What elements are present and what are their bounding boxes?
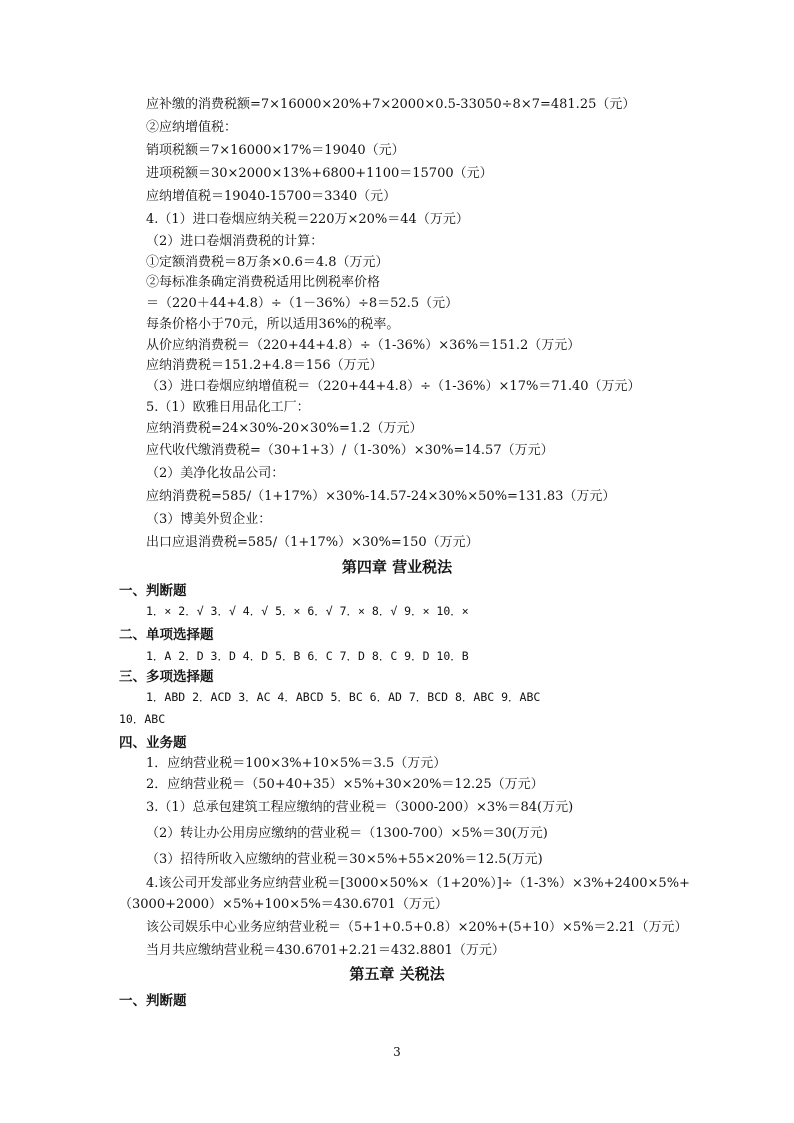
answer-line: 10．ABC bbox=[119, 712, 166, 726]
text-line: （3）进口卷烟应纳增值税＝（220+44+4.8）÷（1-36%）×17%＝71.40（万元） bbox=[146, 379, 641, 394]
text-line: （2）美净化妆品公司： bbox=[146, 466, 285, 481]
text-line: （2）转让办公用房应缴纳的营业税＝（1300-700）×5%＝30(万元) bbox=[146, 826, 548, 841]
chapter-title: 第四章 营业税法 bbox=[341, 558, 453, 576]
text-line: ②每标准条确定消费税适用比例税率价格 bbox=[146, 275, 381, 290]
text-line: 应纳消费税=585/（1+17%）×30%-14.57-24×30%×50%=131.83（万元） bbox=[146, 489, 616, 504]
text-line: 应纳增值税＝19040-15700＝3340（元） bbox=[146, 189, 397, 204]
section-heading: 一、判断题 bbox=[119, 583, 187, 599]
section-heading: 三、多项选择题 bbox=[119, 669, 214, 685]
text-line: 2．应纳营业税＝（50+40+35）×5%+30×20%＝12.25（万元） bbox=[146, 777, 544, 792]
text-line: 1．应纳营业税＝100×3%+10×5%＝3.5（万元） bbox=[146, 756, 447, 771]
text-line: （3）招待所收入应缴纳的营业税＝30×5%+55×20%＝12.5(万元) bbox=[146, 852, 543, 867]
text-line: 4.（1）进口卷烟应纳关税＝220万×20%＝44（万元） bbox=[146, 212, 469, 227]
answer-line: 1．× 2．√ 3．√ 4．√ 5．× 6．√ 7．× 8．√ 9．× 10．× bbox=[146, 604, 469, 618]
section-heading: 四、业务题 bbox=[119, 735, 187, 751]
text-line: 销项税额＝7×16000×17%＝19040（元） bbox=[146, 143, 405, 158]
text-line: 应纳消费税=24×30%-20×30%=1.2（万元） bbox=[146, 421, 423, 436]
text-line: ②应纳增值税： bbox=[146, 120, 238, 135]
text-line: 当月共应缴纳营业税＝430.6701+2.21＝432.8801（万元） bbox=[146, 943, 505, 958]
text-line: ＝（220＋44+4.8）÷（1－36%）÷8＝52.5（元） bbox=[146, 296, 459, 311]
section-heading: 一、判断题 bbox=[119, 993, 187, 1009]
text-line: 4.该公司开发部业务应纳营业税＝[3000×50%×（1+20%）]÷（1-3%）×3%+2400×5%+ bbox=[146, 876, 690, 891]
answer-line: 1．A 2．D 3．D 4．D 5．B 6．C 7．D 8．C 9．D 10．B bbox=[146, 649, 469, 663]
text-line: （3000+2000）×5%+100×5%＝430.6701（万元） bbox=[119, 897, 448, 912]
page-number: 3 bbox=[393, 1045, 401, 1059]
text-line: ①定额消费税＝8万条×0.6＝4.8（万元） bbox=[146, 255, 389, 270]
text-line: （3）博美外贸企业： bbox=[146, 512, 272, 527]
text-line: 出口应退消费税=585/（1+17%）×30%=150（万元） bbox=[146, 535, 479, 550]
text-line: （2）进口卷烟消费税的计算： bbox=[146, 234, 324, 249]
text-line: 应补缴的消费税额=7×16000×20%+7×2000×0.5-33050÷8×7=481.25（元） bbox=[146, 97, 636, 112]
chapter-title: 第五章 关税法 bbox=[349, 965, 445, 983]
section-heading: 二、单项选择题 bbox=[119, 627, 214, 643]
answer-line: 1．ABD 2．ACD 3．AC 4．ABCD 5．BC 6．AD 7．BCD 8．ABC 9．ABC bbox=[146, 690, 541, 704]
text-line: 3.（1）总承包建筑工程应缴纳的营业税＝（3000-200）×3%＝84(万元) bbox=[146, 800, 574, 815]
text-line: 该公司娱乐中心业务应纳营业税＝（5+1+0.5+0.8）×20%+(5+10）×5%＝2.21（万元） bbox=[146, 920, 688, 935]
text-line: 5.（1）欧雅日用品化工厂： bbox=[146, 400, 310, 415]
text-line: 从价应纳消费税＝（220+44+4.8）÷（1-36%）×36%＝151.2（万元） bbox=[146, 338, 581, 353]
text-line: 应代收代缴消费税=（30+1+3）/（1-30%）×30%=14.57（万元） bbox=[146, 443, 554, 458]
text-line: 应纳消费税＝151.2+4.8＝156（万元） bbox=[146, 358, 383, 373]
text-line: 每条价格小于70元，所以适用36%的税率。 bbox=[146, 317, 400, 332]
text-line: 进项税额＝30×2000×13%+6800+1100＝15700（元） bbox=[146, 166, 493, 181]
